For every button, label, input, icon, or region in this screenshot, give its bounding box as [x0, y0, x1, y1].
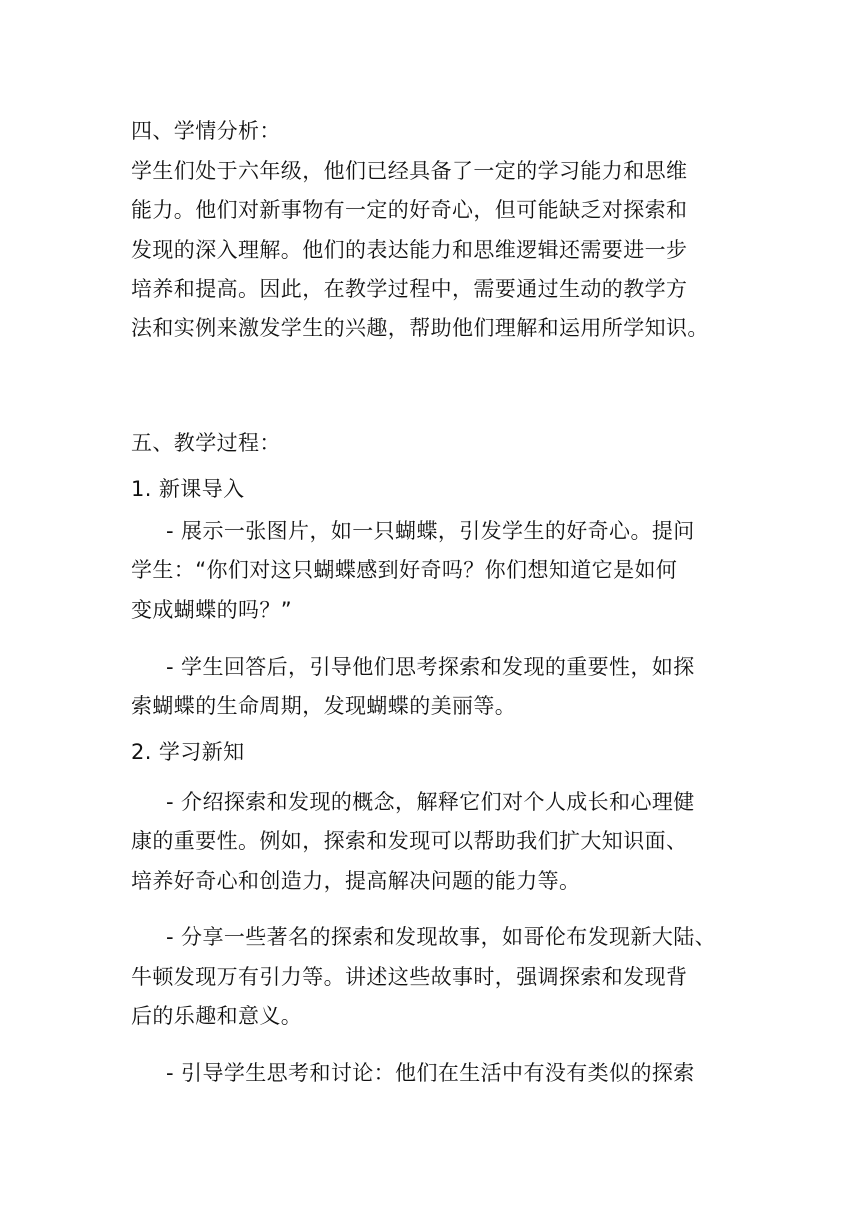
bullet-line: 后的乐趣和意义。: [131, 1004, 303, 1028]
paragraph-line: 学生们处于六年级，他们已经具备了一定的学习能力和思维: [131, 159, 688, 183]
paragraph-line: 培养和提高。因此，在教学过程中，需要通过生动的教学方: [131, 277, 688, 301]
section-heading-teaching-process: 五、教学过程：: [131, 431, 281, 455]
bullet-line: 培养好奇心和创造力，提高解决问题的能力等。: [131, 869, 581, 893]
section-heading-learner-analysis: 四、学情分析：: [131, 119, 281, 143]
bullet-line: - 分享一些著名的探索和发现故事，如哥伦布发现新大陆、: [166, 925, 717, 949]
bullet-line: - 引导学生思考和讨论：他们在生活中有没有类似的探索: [166, 1061, 695, 1085]
paragraph-line: 发现的深入理解。他们的表达能力和思维逻辑还需要进一步: [131, 238, 688, 262]
paragraph-line: 能力。他们对新事物有一定的好奇心，但可能缺乏对探索和: [131, 198, 688, 222]
bullet-line: 变成蝴蝶的吗？”: [131, 598, 293, 622]
bullet-line: 牛顿发现万有引力等。讲述这些故事时，强调探索和发现背: [131, 965, 688, 989]
bullet-line: 索蝴蝶的生命周期，发现蝴蝶的美丽等。: [131, 694, 517, 718]
step-title-learn-new-knowledge: 2. 学习新知: [131, 740, 245, 764]
bullet-line: - 介绍探索和发现的概念，解释它们对个人成长和心理健: [166, 790, 695, 814]
bullet-line: 学生：“你们对这只蝴蝶感到好奇吗？你们想知道它是如何: [131, 558, 678, 582]
paragraph-line: 法和实例来激发学生的兴趣，帮助他们理解和运用所学知识。: [131, 316, 709, 340]
bullet-line: - 展示一张图片，如一只蝴蝶，引发学生的好奇心。提问: [166, 519, 695, 543]
bullet-line: - 学生回答后，引导他们思考探索和发现的重要性，如探: [166, 655, 695, 679]
bullet-line: 康的重要性。例如，探索和发现可以帮助我们扩大知识面、: [131, 829, 688, 853]
step-title-new-lesson-intro: 1. 新课导入: [131, 477, 245, 501]
